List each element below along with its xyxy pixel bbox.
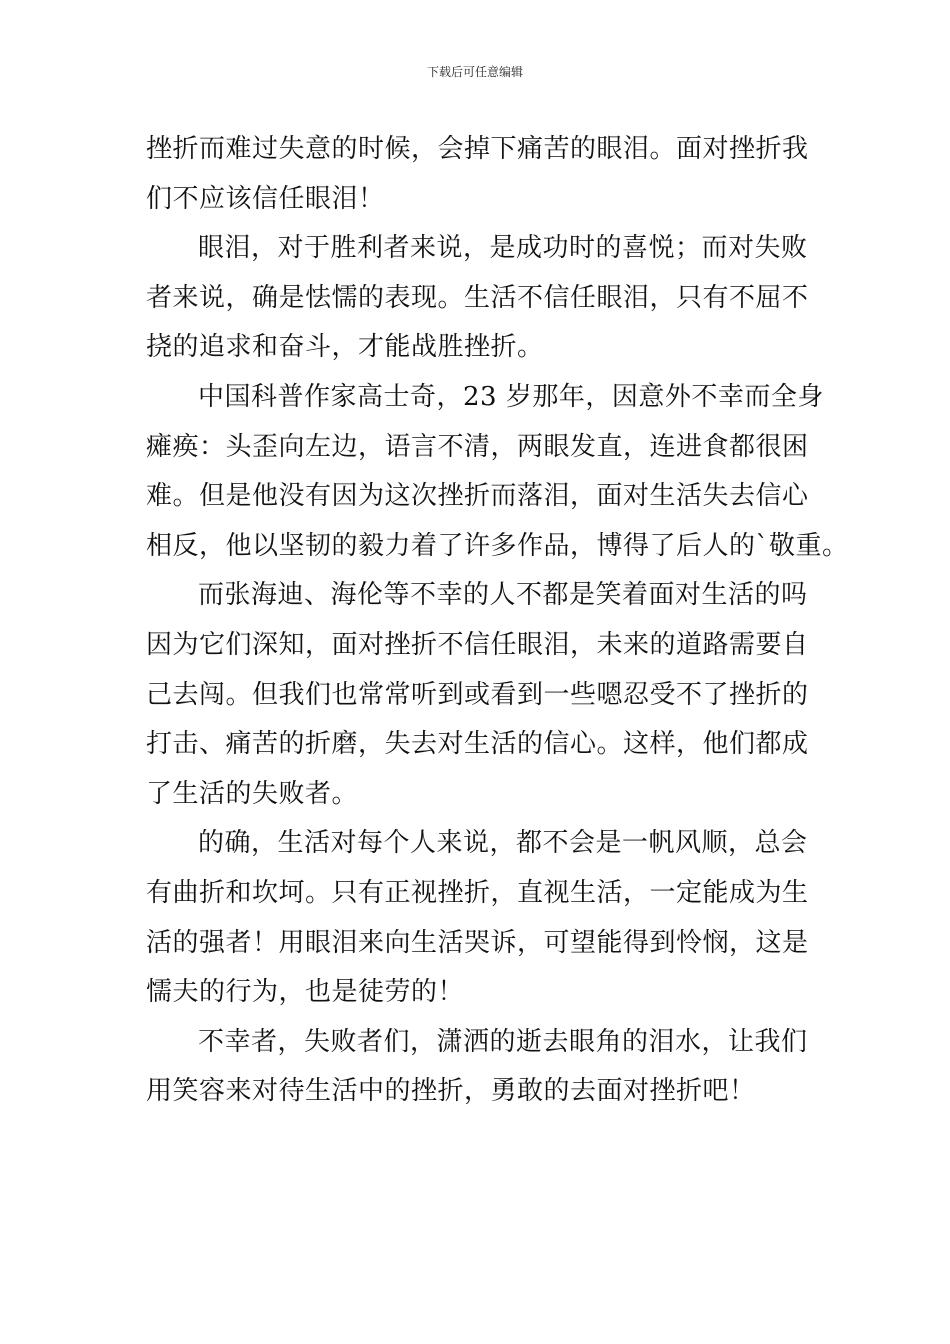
- text-line: 打击、痛苦的折磨，失去对生活的信心。这样，他们都成: [146, 729, 809, 760]
- text-line: 用笑容来对待生活中的挫折，勇敢的去面对挫折吧！: [146, 1076, 756, 1107]
- paragraph-start-line: 的确，生活对每个人来说，都不会是一帆风顺，总会: [198, 828, 808, 859]
- text-line: 了生活的失败者。: [146, 778, 359, 809]
- text-line: 相反，他以坚韧的毅力着了许多作品，博得了后人的`敬重。: [146, 530, 849, 561]
- text-line: 因为它们深知，面对挫折不信任眼泪，未来的道路需要自: [146, 629, 809, 660]
- text-line: 挠的追求和奋斗，才能战胜挫折。: [146, 332, 544, 363]
- paragraph-start-line: 而张海迪、海伦等不幸的人不都是笑着面对生活的吗: [198, 580, 808, 611]
- text-line: 挫折而难过失意的时候，会掉下痛苦的眼泪。面对挫折我: [146, 134, 809, 164]
- page-header: 下载后可任意编辑: [426, 65, 523, 79]
- text-line: 们不应该信任眼泪！: [146, 183, 385, 214]
- paragraph-start-line: 眼泪，对于胜利者来说，是成功时的喜悦；而对失败: [198, 233, 808, 264]
- text-line: 瘫痪：头歪向左边，语言不清，两眼发直，连进食都很困: [146, 431, 809, 462]
- text-line: 者来说，确是怯懦的表现。生活不信任眼泪，只有不屈不: [146, 282, 809, 313]
- document-body: [146, 125, 849, 1117]
- text-line: 有曲折和坎坷。只有正视挫折，直视生活，一定能成为生: [146, 877, 809, 908]
- text-line: 活的强者！用眼泪来向生活哭诉，可望能得到怜悯，这是: [146, 927, 809, 958]
- text-line: 懦夫的行为，也是徒劳的！: [146, 977, 465, 1008]
- text-line: 难。但是他没有因为这次挫折而落泪，面对生活失去信心: [146, 481, 809, 512]
- paragraph-start-line: 不幸者，失败者们，潇洒的逝去眼角的泪水，让我们: [198, 1026, 808, 1057]
- paragraph-start-line: 中国科普作家高士奇，23 岁那年，因意外不幸而全身: [198, 381, 824, 412]
- text-line: 己去闯。但我们也常常听到或看到一些嗯忍受不了挫折的: [146, 679, 809, 710]
